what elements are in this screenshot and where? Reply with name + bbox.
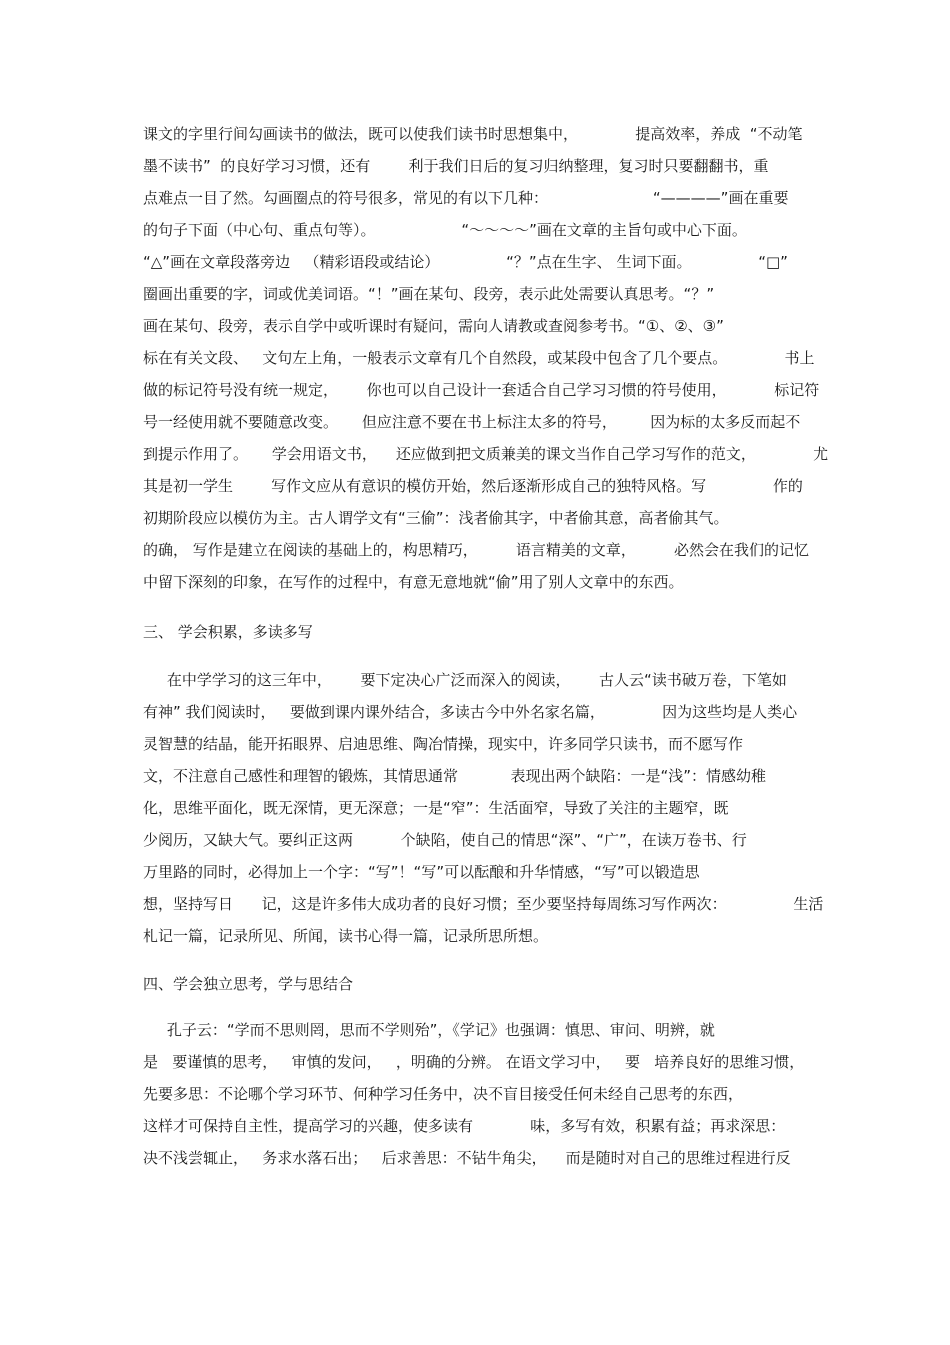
- text-line: 到提示作用了。 学会用语文书， 还应做到把文质兼美的课文当作自己学习写作的范文， 尤: [143, 445, 829, 463]
- text-line: 决不浅尝辄止， 务求水落石出； 后求善思：不钻牛角尖， 而是随时对自己的思维过程进行反: [143, 1149, 791, 1167]
- text-line: 圈画出重要的字，词或优美词语。“！”画在某句、段旁，表示此处需要认真思考。“？”: [143, 285, 715, 303]
- text-line: “△”画在文章段落旁边 （精彩语段或结论） “？”点在生字、 生词下面。 “□”: [143, 253, 788, 271]
- text-line: 点难点一目了然。勾画圈点的符号很多，常见的有以下几种： “————”画在重要: [143, 189, 789, 207]
- section-heading-think: 四、学会独立思考，学与思结合: [143, 975, 354, 993]
- text-line: 墨不读书” 的良好学习习惯，还有 利于我们日后的复习归纳整理，复习时只要翻翻书，重: [143, 157, 769, 175]
- text-line: 初期阶段应以模仿为主。古人谓学文有“三偷”：浅者偷其字，中者偷其意，高者偷其气。: [143, 509, 729, 527]
- text-line: 中留下深刻的印象，在写作的过程中，有意无意地就“偷”用了别人文章中的东西。: [143, 573, 684, 591]
- text-line: 做的标记符号没有统一规定， 你也可以自己设计一套适合自己学习习惯的符号使用， 标记符: [143, 381, 820, 399]
- text-line: 是 要谨慎的思考， 审慎的发问， ，明确的分辨。 在语文学习中， 要 培养良好的思维习惯，: [143, 1053, 805, 1071]
- text-line: 的确， 写作是建立在阅读的基础上的，构思精巧， 语言精美的文章， 必然会在我们的记忆: [143, 541, 810, 559]
- section-heading-accumulate: 三、 学会积累，多读多写: [143, 623, 313, 641]
- text-line: 画在某句、段旁，表示自学中或听课时有疑问，需向人请教或查阅参考书。“①、②、③”: [143, 317, 724, 335]
- text-line: 想，坚持写日 记，这是许多伟大成功者的良好习惯；至少要坚持每周练习写作两次： 生活: [143, 895, 824, 913]
- text-line: 号一经使用就不要随意改变。 但应注意不要在书上标注太多的符号， 因为标的太多反而起不: [143, 413, 801, 431]
- text-line: 化，思维平面化，既无深情，更无深意；一是“窄”：生活面窄，导致了关注的主题窄，既: [143, 799, 729, 817]
- text-line: 的句子下面（中心句、重点句等）。 “～～～～”画在文章的主旨句或中心下面。: [143, 221, 747, 239]
- text-line: 孔子云：“学而不思则罔，思而不学则殆”，《学记》也强调：慎思、审问、明辨，就: [143, 1021, 715, 1039]
- text-line: 标在有关文段、 文句左上角，一般表示文章有几个自然段，或某段中包含了几个要点。 书上: [143, 349, 815, 367]
- text-line: 灵智慧的结晶，能开拓眼界、启迪思维、陶冶情操，现实中，许多同学只读书，而不愿写作: [143, 735, 744, 753]
- text-line: 这样才可保持自主性，提高学习的兴趣，使多读有 味，多写有效，积累有益；再求深思：: [143, 1117, 786, 1135]
- text-line: 札记一篇，记录所见、所闻，读书心得一篇，记录所思所想。: [143, 927, 549, 945]
- text-line: 少阅历，又缺大气。要纠正这两 个缺陷，使自己的情思“深”、“广”，在读万卷书、行: [143, 831, 747, 849]
- text-line: 万里路的同时，必得加上一个字：“写”！“写”可以酝酿和升华情感，“写”可以锻造思: [143, 863, 700, 881]
- text-line: 在中学学习的这三年中， 要下定决心广泛而深入的阅读， 古人云“读书破万卷，下笔如: [143, 671, 787, 689]
- text-line: 课文的字里行间勾画读书的做法，既可以使我们读书时思想集中， 提高效率，养成 “不动笔: [143, 125, 803, 143]
- text-line: 文，不注意自己感性和理智的锻炼，其情思通常 表现出两个缺陷：一是“浅”：情感幼稚: [143, 767, 766, 785]
- text-line: 其是初一学生 写作文应从有意识的模仿开始，然后逐渐形成自己的独特风格。写 作的: [143, 477, 803, 495]
- text-line: 先要多思：不论哪个学习环节、何种学习任务中，决不盲目接受任何未经自己思考的东西，: [143, 1085, 744, 1103]
- text-line: 有神” 我们阅读时， 要做到课内课外结合，多读古今中外名家名篇， 因为这些均是人类心: [143, 703, 798, 721]
